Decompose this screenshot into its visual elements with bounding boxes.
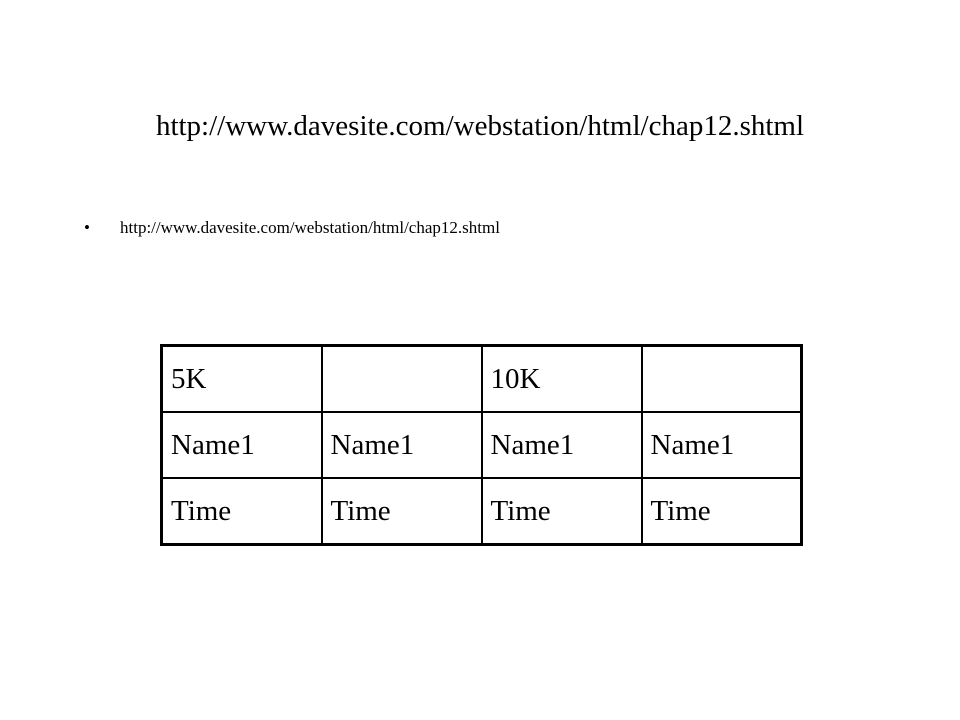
bullet-icon: • <box>84 218 90 237</box>
table-cell: Time <box>642 478 802 545</box>
table-cell: Name1 <box>482 412 642 478</box>
bullet-link-text[interactable]: http://www.davesite.com/webstation/html/chap12.shtml <box>120 218 500 237</box>
slide-title: http://www.davesite.com/webstation/html/chap12.shtml <box>155 110 805 142</box>
table-cell: Time <box>162 478 322 545</box>
table-row-distance <box>162 346 802 413</box>
table-row-time <box>162 478 802 545</box>
table-cell: Time <box>322 478 482 545</box>
table-cell: 10K <box>482 346 642 413</box>
bullet-list <box>72 216 500 240</box>
table-cell: Name1 <box>322 412 482 478</box>
table-row-name <box>162 412 802 478</box>
results-table <box>160 344 803 546</box>
table-cell <box>322 346 482 413</box>
table-cell <box>642 346 802 413</box>
bullet-item <box>72 216 500 240</box>
table-cell: Name1 <box>642 412 802 478</box>
table-cell: Time <box>482 478 642 545</box>
table-cell: Name1 <box>162 412 322 478</box>
table-cell: 5K <box>162 346 322 413</box>
